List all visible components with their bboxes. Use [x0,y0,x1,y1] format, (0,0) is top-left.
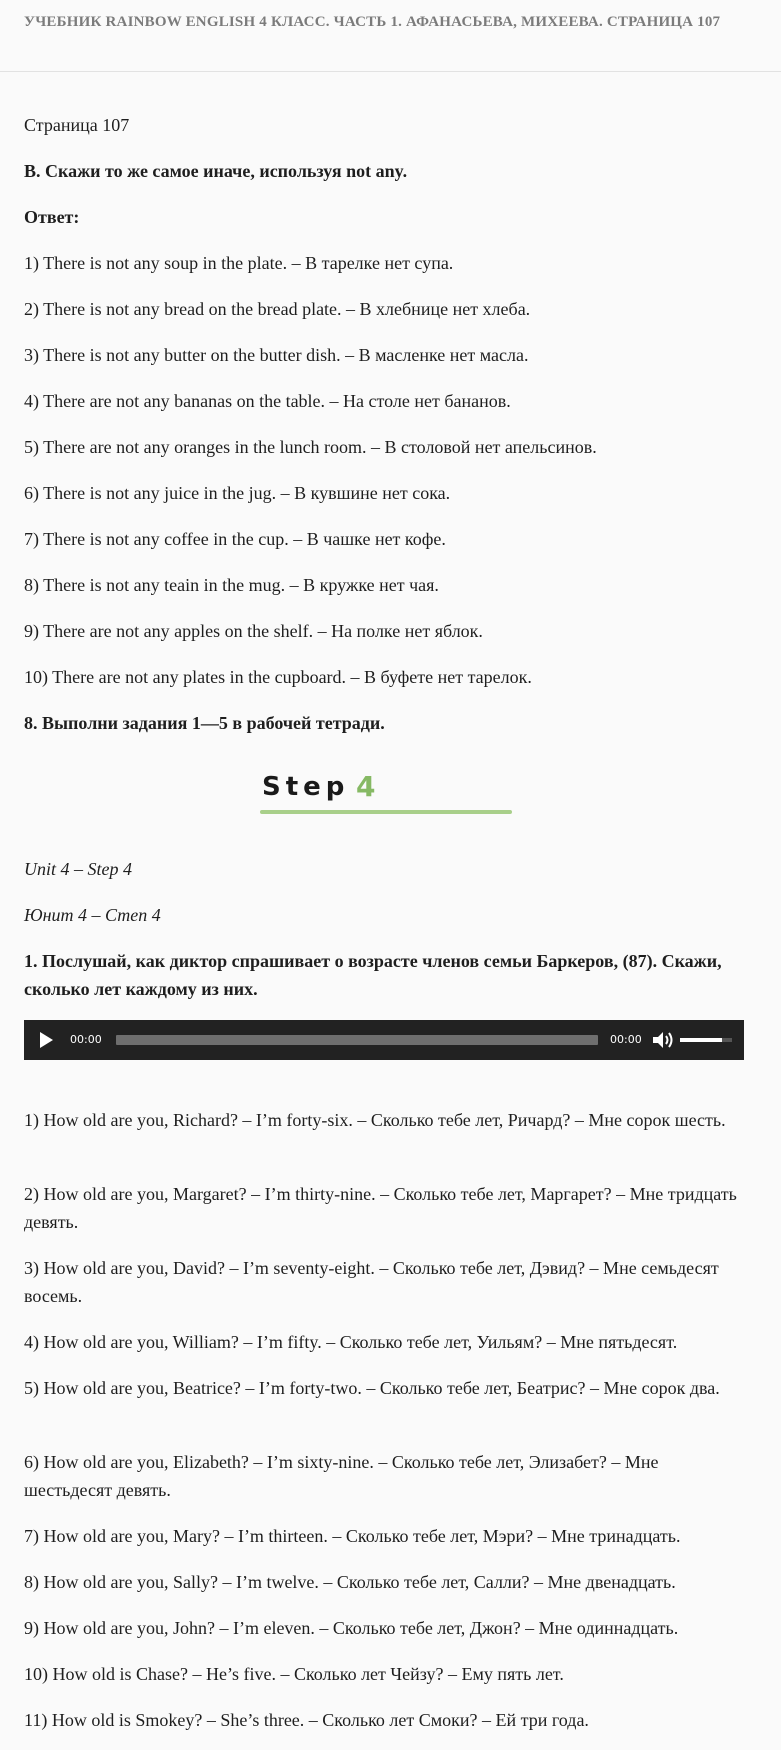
current-time: 00:00 [70,1033,102,1046]
answer-item: 2) There is not any bread on the bread plate. – В хлебнице нет хлеба. [24,299,531,319]
play-icon[interactable] [40,1032,53,1048]
audio-player [24,1020,744,1060]
task-8-heading: 8. Выполни задания 1—5 в рабочей тетради. [24,713,385,733]
answer-item: 10) There are not any plates in the cupboard. – В буфете нет тарелок. [24,667,532,687]
answer-item: 10) How old is Chase? – He’s five. – Сколько лет Чейзу? – Ему пять лет. [24,1664,564,1684]
volume-fill [680,1038,722,1042]
answer-item: 3) How old are you, David? – I’m seventy-eight. – Сколько тебе лет, Дэвид? – Мне семьдесят восемь. [24,1258,719,1306]
answer-item: 7) How old are you, Mary? – I’m thirteen. – Сколько тебе лет, Мэри? – Мне тринадцать. [24,1526,681,1546]
answer-item: 5) There are not any oranges in the lunch room. – В столовой нет апельсинов. [24,437,597,457]
page-title: УЧЕБНИК RAINBOW ENGLISH 4 КЛАСС. ЧАСТЬ 1. АФАНАСЬЕВА, МИХЕЕВА. СТРАНИЦА 107 [24,14,721,30]
duration: 00:00 [610,1033,642,1046]
answer-item: 8) There is not any teain in the mug. – В кружке нет чая. [24,575,439,595]
volume-slider[interactable] [680,1038,732,1042]
answer-item: 7) There is not any coffee in the cup. – В чашке нет кофе. [24,529,446,549]
unit-title-en: Unit 4 – Step 4 [24,859,132,879]
page-label: Страница 107 [24,115,130,135]
page-header [0,0,781,72]
answer-item: 2) How old are you, Margaret? – I’m thirty-nine. – Сколько тебе лет, Маргарет? – Мне тридцать девять. [24,1184,737,1232]
unit-title-ru: Юнит 4 – Степ 4 [24,905,161,925]
answer-item: 3) There is not any butter on the butter dish. – В масленке нет масла. [24,345,529,365]
answer-item: 6) There is not any juice in the jug. – В кувшине нет сока. [24,483,451,503]
progress-slider[interactable] [116,1035,598,1045]
answer-item: 5) How old are you, Beatrice? – I’m forty-two. – Сколько тебе лет, Беатрис? – Мне сорок два. [24,1378,720,1398]
answer-item: 8) How old are you, Sally? – I’m twelve. – Сколько тебе лет, Салли? – Мне двенадцать. [24,1572,676,1592]
answer-item: 11) How old is Smokey? – She’s three. – Сколько лет Смоки? – Ей три года. [24,1710,589,1730]
answer-item: 6) How old are you, Elizabeth? – I’m sixty-nine. – Сколько тебе лет, Элизабет? – Мне шестьдесят девять. [24,1452,659,1500]
task-1-heading: 1. Послушай, как диктор спрашивает о возрасте членов семьи Баркеров, (87). Скажи, сколько лет каждому из них. [24,951,722,999]
step-logo-number: 4 [356,770,376,803]
task-b-heading: B. Скажи то же самое иначе, используя not any. [24,161,408,181]
volume-icon[interactable] [652,1031,674,1049]
answer-item: 9) How old are you, John? – I’m eleven. – Сколько тебе лет, Джон? – Мне одиннадцать. [24,1618,679,1638]
answer-item: 1) How old are you, Richard? – I’m forty-six. – Сколько тебе лет, Ричард? – Мне сорок шесть. [24,1110,726,1130]
step-logo-underline [260,810,512,814]
answer-item: 4) How old are you, William? – I’m fifty. – Сколько тебе лет, Уильям? – Мне пятьдесят. [24,1332,678,1352]
answer-item: 9) There are not any apples on the shelf. – На полке нет яблок. [24,621,483,641]
answer-item: 4) There are not any bananas on the table. – На столе нет бананов. [24,391,511,411]
answer-label: Ответ: [24,207,80,227]
step-logo [260,768,512,818]
step-logo-word: Step [262,772,350,802]
answer-item: 1) There is not any soup in the plate. – В тарелке нет супа. [24,253,454,273]
